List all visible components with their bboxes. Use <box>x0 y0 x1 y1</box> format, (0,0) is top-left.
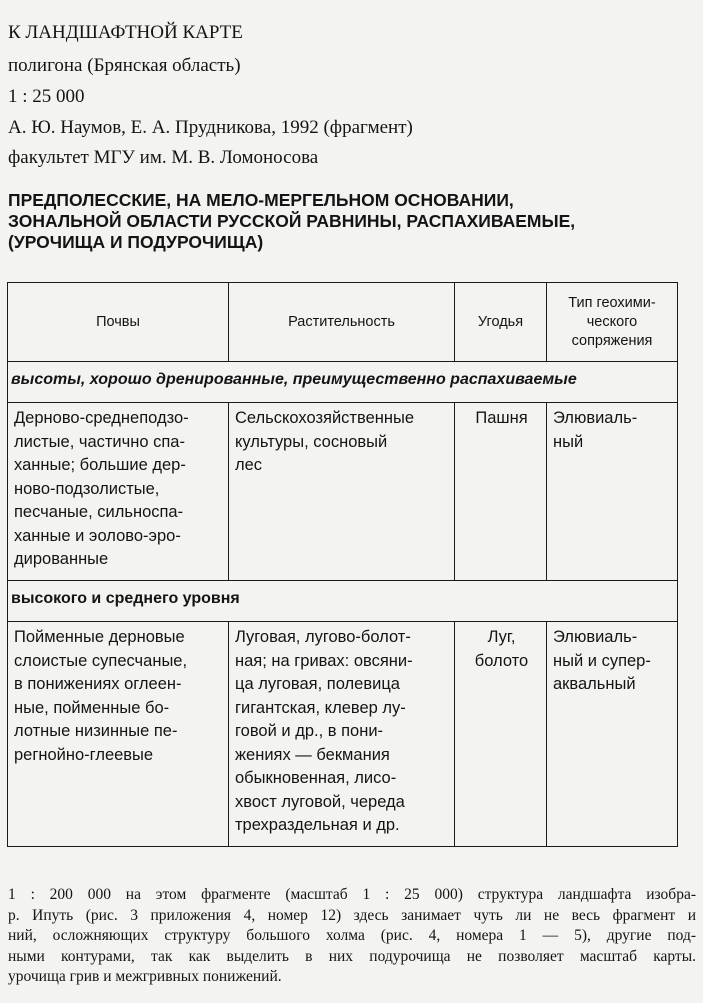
footnote-line: 1 : 200 000 на этом фрагменте (масштаб 1 : 25 000) структура ландшафта изобра- <box>8 886 696 903</box>
footnote-line: ний, осложняющих структуру большого холма (рис. 4, номера 1 — 5), другие под- <box>8 927 696 944</box>
geochem-cell: Элювиаль- ный и супер- аквальный <box>547 622 678 847</box>
footnote-line: урочища грив и межгривных понижений. <box>8 968 282 985</box>
header-scale: 1 : 25 000 <box>8 86 85 107</box>
section-heading-row <box>8 581 678 622</box>
section-heading: высокого и среднего уровня <box>8 581 678 622</box>
column-header-geochem: Тип геохими- ческого сопряжения <box>547 283 678 362</box>
section-title <box>8 190 698 253</box>
table-row <box>8 403 678 581</box>
geochem-cell: Элювиаль- ный <box>547 403 678 581</box>
soil-cell: Пойменные дерновые слоистые супесчаные, в понижениях оглеен- ные, пойменные бо- лотные низинные пе- регнойно-глеевые <box>8 622 229 847</box>
table-header-row <box>8 283 678 362</box>
section-title-line: (УРОЧИЩА И ПОДУРОЧИЩА) <box>8 232 264 252</box>
section-heading-row <box>8 362 678 403</box>
header-map-title: К ЛАНДШАФТНОЙ КАРТЕ <box>8 22 243 43</box>
land-use-cell: Луг, болото <box>455 622 547 847</box>
footnote-line: ными контурами, так как выделить в них подурочища не позволяет масштаб карты. <box>8 947 696 965</box>
header-authors: А. Ю. Наумов, Е. А. Прудникова, 1992 (фрагмент) <box>8 117 413 138</box>
section-heading: высоты, хорошо дренированные, преимущественно распахиваемые <box>8 362 678 403</box>
header-polygon: полигона (Брянская область) <box>8 55 241 76</box>
column-header-vegetation: Растительность <box>229 283 455 362</box>
land-use-cell: Пашня <box>455 403 547 581</box>
vegetation-cell: Сельскохозяйственные культуры, сосновый лес <box>229 403 455 581</box>
landscape-table <box>7 282 678 847</box>
footnote-line: р. Ипуть (рис. 3 приложения 4, номер 12) здесь занимает чуть ли не весь фрагмент и <box>8 906 696 924</box>
section-title-line: ЗОНАЛЬНОЙ ОБЛАСТИ РУССКОЙ РАВНИНЫ, РАСПАХИВАЕМЫЕ, <box>8 211 576 231</box>
section-title-line: ПРЕДПОЛЕССКИЕ, НА МЕЛО-МЕРГЕЛЬНОМ ОСНОВАНИИ, <box>8 190 514 210</box>
column-header-soil: Почвы <box>8 283 229 362</box>
column-header-land-use: Угодья <box>455 283 547 362</box>
table-row <box>8 622 678 847</box>
header-faculty: факультет МГУ им. М. В. Ломоносова <box>8 147 319 168</box>
vegetation-cell: Луговая, лугово-болот- ная; на гривах: овсяни- ца луговая, полевица гигантская, клевер лу- говой и др., в пони- жениях — бекмания обыкновенная, лисо- хвост луговой, череда трехраздельная и др. <box>229 622 455 847</box>
footnote-text <box>8 885 696 988</box>
soil-cell: Дерново-среднеподзо- листые, частично спа- ханные; большие дер- ново-подзолистые, песчаные, сильноспа- ханные и эолово-эро- дированные <box>8 403 229 581</box>
